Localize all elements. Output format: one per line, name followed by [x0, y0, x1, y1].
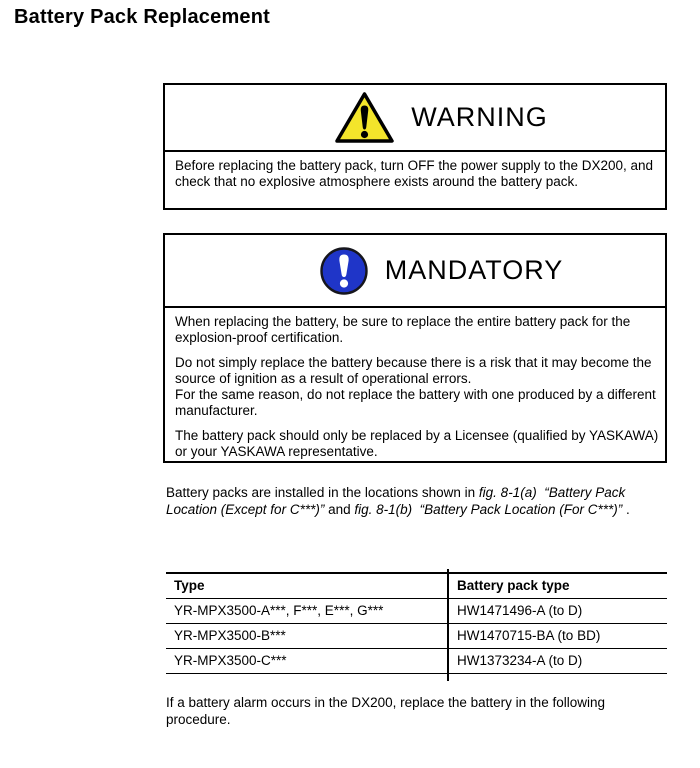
mandatory-paragraph-3: The battery pack should only be replaced by a Licensee (qualified by YASKAWA) or your YASKAWA representative. — [175, 428, 659, 459]
location-text-mid: and — [324, 502, 355, 517]
mandatory-paragraph-2b: For the same reason, do not replace the battery with one produced by a different manufacturer. — [175, 387, 656, 418]
table-cell-type: YR-MPX3500-B*** — [174, 628, 286, 643]
figure-reference-a: fig. 8-1(a) “Battery Pack Location (Except for C***)” — [166, 485, 626, 517]
page-title: Battery Pack Replacement — [14, 6, 271, 28]
table-row — [166, 624, 667, 649]
warning-box — [163, 83, 667, 210]
table-cell-battery: HW1470715-BA (to BD) — [448, 624, 667, 648]
mandatory-header-group — [319, 246, 564, 296]
table-header-row — [166, 574, 667, 599]
mandatory-paragraph-2a: Do not simply replace the battery because there is a risk that it may become the source of ignition as a result of operational errors. — [175, 355, 652, 386]
table-cell-type: YR-MPX3500-C*** — [174, 653, 287, 668]
warning-text: Before replacing the battery pack, turn OFF the power supply to the DX200, and check that no explosive atmosphere exists around the battery pack. — [175, 158, 654, 189]
warning-triangle-icon — [334, 91, 395, 144]
mandatory-paragraph-2 — [175, 355, 661, 419]
table-header-battery: Battery pack type — [448, 574, 667, 598]
mandatory-box-header — [165, 235, 665, 308]
table-row — [166, 599, 667, 624]
warning-label: WARNING — [411, 102, 548, 132]
table-header-type: Type — [174, 578, 205, 593]
figure-reference-b: fig. 8-1(b) “Battery Pack Location (For C***)” — [354, 502, 623, 517]
table-column-divider — [447, 569, 449, 681]
table-cell-battery: HW1471496-A (to D) — [448, 599, 667, 623]
mandatory-circle-icon — [319, 246, 369, 296]
closing-paragraph: If a battery alarm occurs in the DX200, replace the battery in the following procedure. — [166, 695, 605, 727]
warning-box-body — [165, 152, 665, 190]
table-row — [166, 649, 667, 674]
location-text-prefix: Battery packs are installed in the locations shown in — [166, 485, 479, 500]
warning-header-group — [334, 91, 548, 144]
table-cell-type: YR-MPX3500-A***, F***, E***, G*** — [174, 603, 384, 618]
location-paragraph — [166, 484, 664, 518]
table-cell-battery: HW1373234-A (to D) — [448, 649, 667, 673]
mandatory-box-body — [165, 308, 665, 460]
mandatory-paragraph-1: When replacing the battery, be sure to replace the entire battery pack for the explosion-proof certification. — [175, 314, 631, 345]
warning-box-header — [165, 85, 665, 152]
battery-pack-table — [166, 572, 667, 674]
mandatory-box — [163, 233, 667, 463]
mandatory-label: MANDATORY — [384, 255, 564, 285]
location-text-suffix: . — [622, 502, 630, 517]
